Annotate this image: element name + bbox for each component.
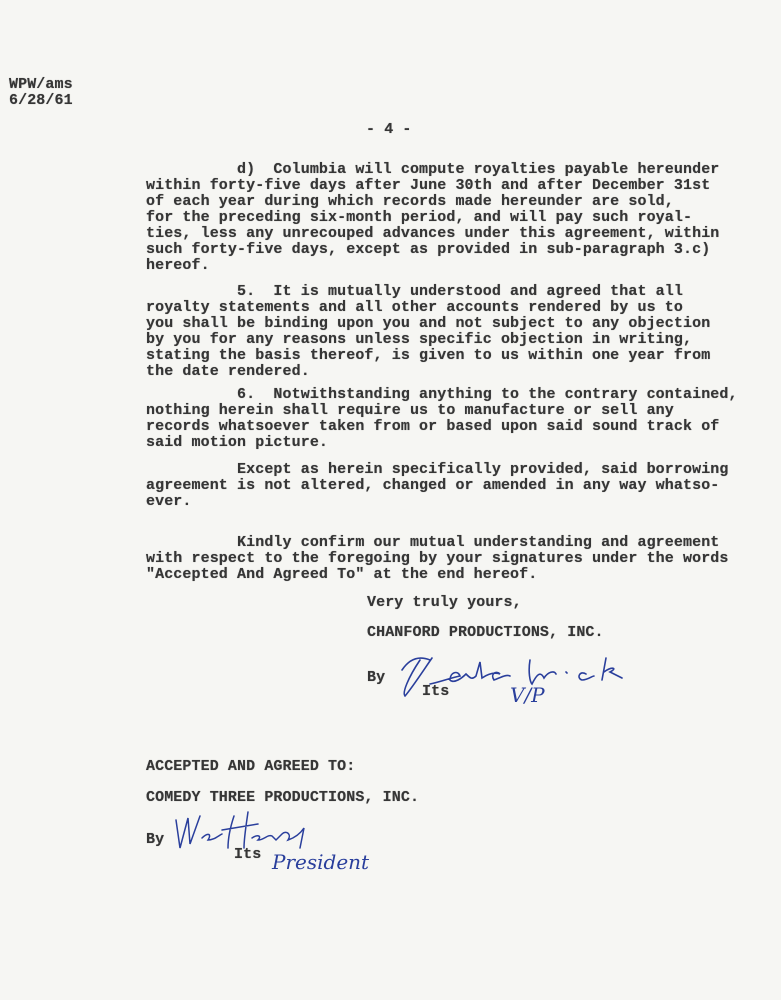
text-line: by you for any reasons unless specific objection in writing, xyxy=(146,331,693,348)
closing-by-label: By xyxy=(367,669,386,686)
closing-its-label: Its xyxy=(422,683,450,700)
paragraph-except xyxy=(146,462,729,510)
document-date: 6/28/61 xyxy=(9,92,73,109)
closing-salutation: Very truly yours, xyxy=(367,594,522,611)
acceptance-company: COMEDY THREE PRODUCTIONS, INC. xyxy=(146,789,420,806)
text-line: records whatsoever taken from or based upon said sound track of xyxy=(146,418,720,435)
paragraph-5 xyxy=(146,284,710,380)
text-line: you shall be binding upon you and not subject to any objection xyxy=(146,315,711,332)
text-line: 6. Notwithstanding anything to the contrary contained, xyxy=(146,386,738,403)
closing-title-handwritten: V/P xyxy=(510,683,545,707)
text-line: for the preceding six-month period, and will pay such royal- xyxy=(146,209,693,226)
text-line: agreement is not altered, changed or amended in any way whatso- xyxy=(146,477,720,494)
page-number: - 4 - xyxy=(366,121,412,138)
text-line: nothing herein shall require us to manufacture or sell any xyxy=(146,402,674,419)
text-line: royalty statements and all other accounts rendered by us to xyxy=(146,299,683,316)
closing-company: CHANFORD PRODUCTIONS, INC. xyxy=(367,624,604,641)
text-line: the date rendered. xyxy=(146,363,310,380)
text-line: hereof. xyxy=(146,257,210,274)
typist-initials: WPW/ams xyxy=(9,76,73,93)
text-line: Except as herein specifically provided, said borrowing xyxy=(146,461,729,478)
text-line: stating the basis thereof, is given to us within one year from xyxy=(146,347,711,364)
text-line: 5. It is mutually understood and agreed that all xyxy=(146,283,683,300)
paragraph-6 xyxy=(146,387,738,451)
acceptance-heading: ACCEPTED AND AGREED TO: xyxy=(146,758,356,775)
text-line: "Accepted And Agreed To" at the end hereof. xyxy=(146,566,538,583)
acceptance-its-label: Its xyxy=(234,846,262,863)
paragraph-d xyxy=(146,162,719,274)
text-line: said motion picture. xyxy=(146,434,329,451)
text-line: ever. xyxy=(146,493,192,510)
paragraph-kindly-confirm xyxy=(146,535,729,583)
text-line: such forty-five days, except as provided in sub-paragraph 3.c) xyxy=(146,241,711,258)
text-line: within forty-five days after June 30th and after December 31st xyxy=(146,177,711,194)
text-line: d) Columbia will compute royalties payable hereunder xyxy=(146,161,720,178)
text-line: with respect to the foregoing by your signatures under the words xyxy=(146,550,729,567)
text-line: of each year during which records made hereunder are sold, xyxy=(146,193,674,210)
acceptance-by-label: By xyxy=(146,831,165,848)
acceptance-title-handwritten: President xyxy=(272,850,370,874)
text-line: Kindly confirm our mutual understanding and agreement xyxy=(146,534,720,551)
text-line: ties, less any unrecouped advances under this agreement, within xyxy=(146,225,720,242)
